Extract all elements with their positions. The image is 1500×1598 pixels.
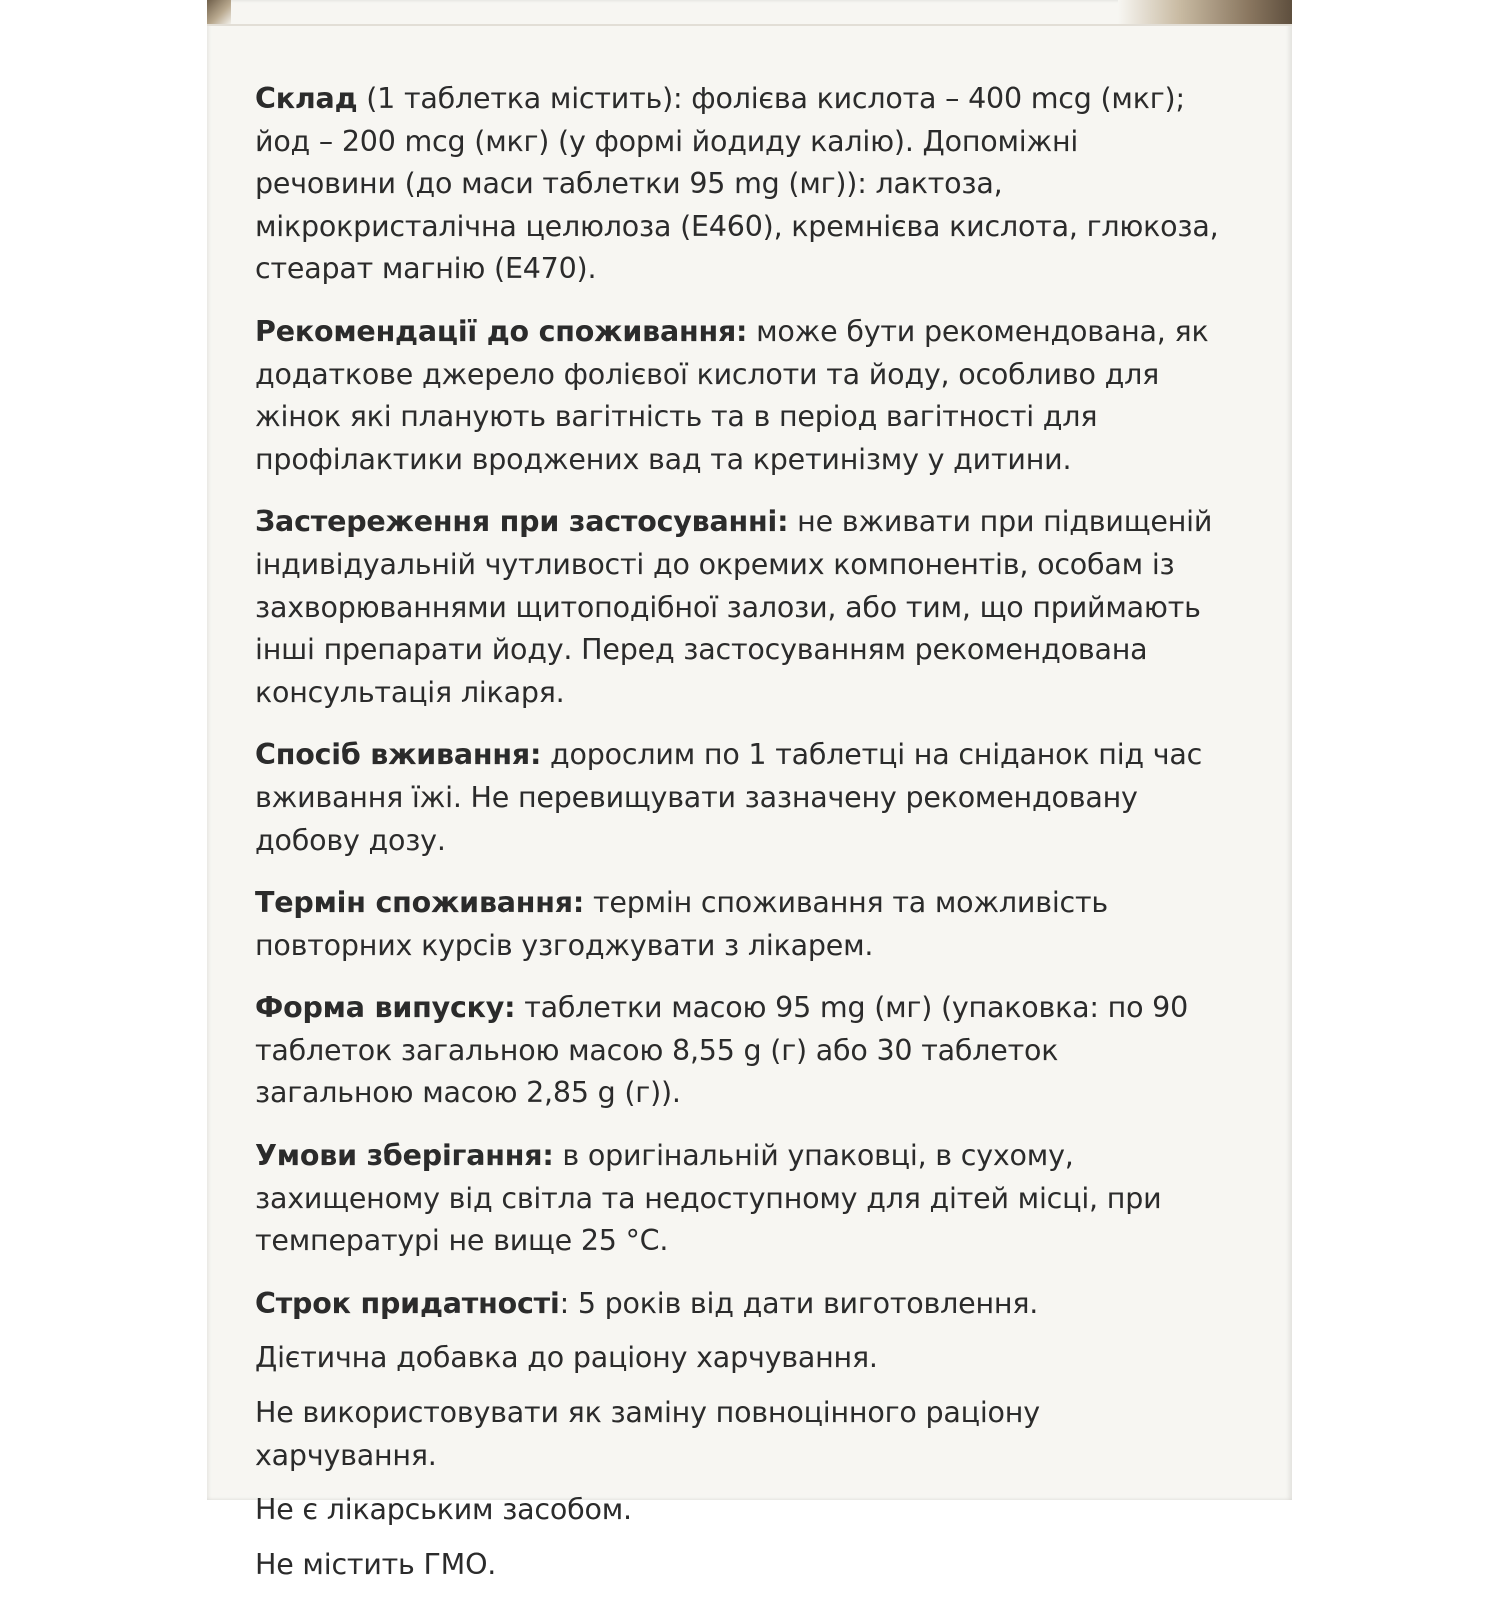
section-label: Спосіб вживання:	[255, 738, 542, 772]
section-label: Термін споживання:	[255, 886, 585, 920]
section-label: Строк придатності	[255, 1286, 560, 1320]
note-not-medicine: Не є лікарським засобом.	[255, 1493, 632, 1527]
section-label: Форма випуску:	[255, 991, 516, 1025]
section-recommendations	[255, 311, 1223, 481]
section-storage	[255, 1135, 1223, 1263]
section-text: в оригінальній упаковці, в сухому, захищеному від світла та недоступному для дітей місці, при температурі не вище 25 °C.	[255, 1139, 1162, 1258]
section-warnings	[255, 501, 1223, 714]
section-text: дорослим по 1 таблетці на сніданок під час вживання їжі. Не перевищувати зазначену рекомендовану добову дозу.	[255, 738, 1203, 857]
section-text: термін споживання та можливість повторних курсів узгоджувати з лікарем.	[255, 886, 1109, 962]
box-flap-shadow-left	[207, 0, 231, 26]
section-label: Рекомендації до споживання:	[255, 314, 748, 348]
section-label: Умови зберігання:	[255, 1139, 554, 1173]
section-shelf-life	[255, 1283, 1223, 1326]
section-label: Склад	[255, 82, 358, 115]
section-text: (1 таблетка містить): фолієва кислота – 400 mcg (мкг); йод – 200 mcg (мкг) (у формі йодиду калію). Допоміжні речовини (до маси таблетки 95 mg (мг)): лактоза, мікрокристалічна целюлоза (E460), кремнієва кислота, глюкоза, стеарат магнію (E470).	[255, 82, 1219, 286]
note-supplement: Дієтична добавка до раціону харчування.	[255, 1341, 878, 1375]
section-term	[255, 882, 1223, 967]
section-text: таблетки масою 95 mg (мг) (упаковка: по 90 таблеток загальною масою 8,55 g (г) або 30 таблеток загальною масою 2,85 g (г)).	[255, 991, 1189, 1110]
section-text: : 5 років від дати виготовлення.	[559, 1286, 1039, 1320]
section-usage	[255, 734, 1223, 862]
section-release-form	[255, 987, 1223, 1115]
label-text-block	[255, 78, 1223, 1598]
section-composition	[255, 78, 1223, 291]
section-text: може бути рекомендована, як додаткове джерело фолієвої кислоти та йоду, особливо для жінок які планують вагітність та в період вагітності для профілактики вроджених вад та кретинізму у дитини.	[255, 314, 1209, 476]
box-flap-shadow-right	[1118, 0, 1292, 26]
note-no-gmo: Не містить ГМО.	[255, 1547, 497, 1581]
section-text: не вживати при підвищеній індивідуальній чутливості до окремих компонентів, особам із захворюваннями щитоподібної залози, або тим, що приймають інші препарати йоду. Перед застосуванням рекомендована консультація лікаря.	[255, 505, 1213, 709]
note-not-replacement: Не використовувати як заміну повноцінного раціону харчування.	[255, 1396, 1040, 1472]
box-flap-fold	[207, 24, 1292, 26]
section-label: Застереження при застосуванні:	[255, 505, 789, 539]
